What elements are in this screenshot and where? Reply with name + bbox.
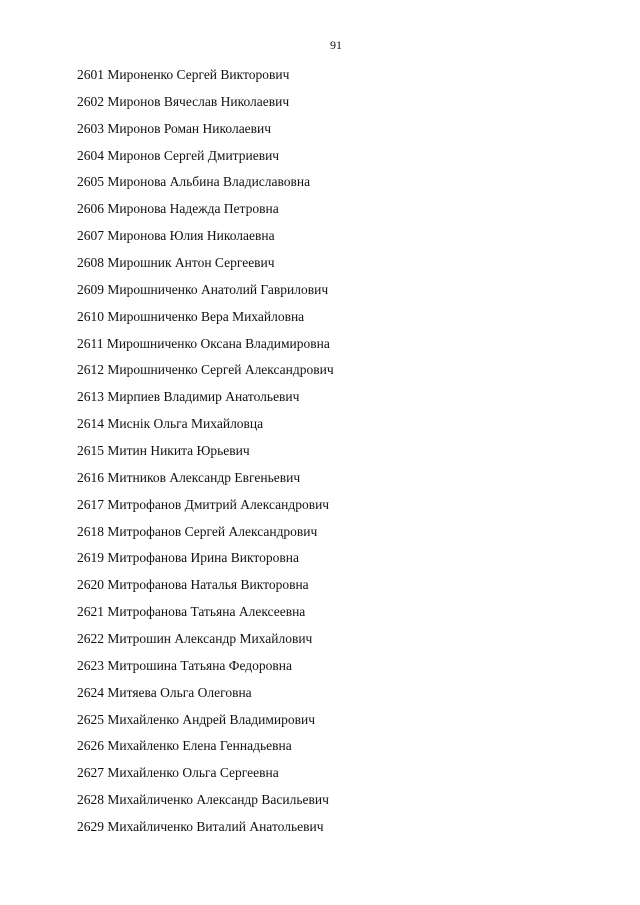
list-item: 2621 Митрофанова Татьяна Алексеевна	[77, 604, 306, 620]
list-item: 2603 Миронов Роман Николаевич	[77, 120, 272, 136]
list-item: 2615 Митин Никита Юрьевич	[77, 443, 250, 459]
list-item: 2613 Мирпиев Владимир Анатольевич	[77, 389, 300, 405]
list-item: 2608 Мирошник Антон Сергеевич	[77, 255, 275, 271]
list-item: 2624 Митяева Ольга Олеговна	[77, 684, 252, 700]
list-item: 2601 Мироненко Сергей Викторович	[77, 67, 290, 82]
list-item: 2605 Миронова Альбина Владиславовна	[77, 174, 311, 190]
list-item: 2604 Миронов Сергей Дмитриевич	[77, 147, 280, 163]
list-item: 2610 Мирошниченко Вера Михайловна	[77, 308, 305, 324]
list-item: 2627 Михайленко Ольга Сергеевна	[77, 765, 279, 781]
list-item: 2606 Миронова Надежда Петровна	[77, 201, 279, 217]
list-item: 2620 Митрофанова Наталья Викторовна	[77, 577, 309, 593]
list-item: 2614 Миснік Ольга Михайловца	[77, 416, 264, 432]
list-item: 2609 Мирошниченко Анатолий Гаврилович	[77, 281, 329, 297]
list-item: 2629 Михайличенко Виталий Анатольевич	[77, 819, 324, 835]
list-item: 2626 Михайленко Елена Геннадьевна	[77, 738, 292, 754]
list-item: 2602 Миронов Вячеслав Николаевич	[77, 93, 290, 109]
list-item: 2611 Мирошниченко Оксана Владимировна	[77, 335, 330, 351]
list-item: 2607 Миронова Юлия Николаевна	[77, 228, 275, 244]
list-item: 2612 Мирошниченко Сергей Александрович	[77, 362, 334, 378]
list-item: 2616 Митников Александр Евгеньевич	[77, 469, 301, 485]
list-item: 2625 Михайленко Андрей Владимирович	[77, 711, 316, 727]
list-item: 2622 Митрошин Александр Михайлович	[77, 631, 313, 647]
list-item: 2619 Митрофанова Ирина Викторовна	[77, 550, 299, 566]
list-item: 2628 Михайличенко Александр Васильевич	[77, 792, 329, 808]
name-list	[77, 66, 334, 845]
list-item: 2617 Митрофанов Дмитрий Александрович	[77, 496, 330, 512]
list-item: 2623 Митрошина Татьяна Федоровна	[77, 657, 292, 673]
page-number: 91	[330, 38, 342, 52]
list-item: 2618 Митрофанов Сергей Александрович	[77, 523, 318, 539]
